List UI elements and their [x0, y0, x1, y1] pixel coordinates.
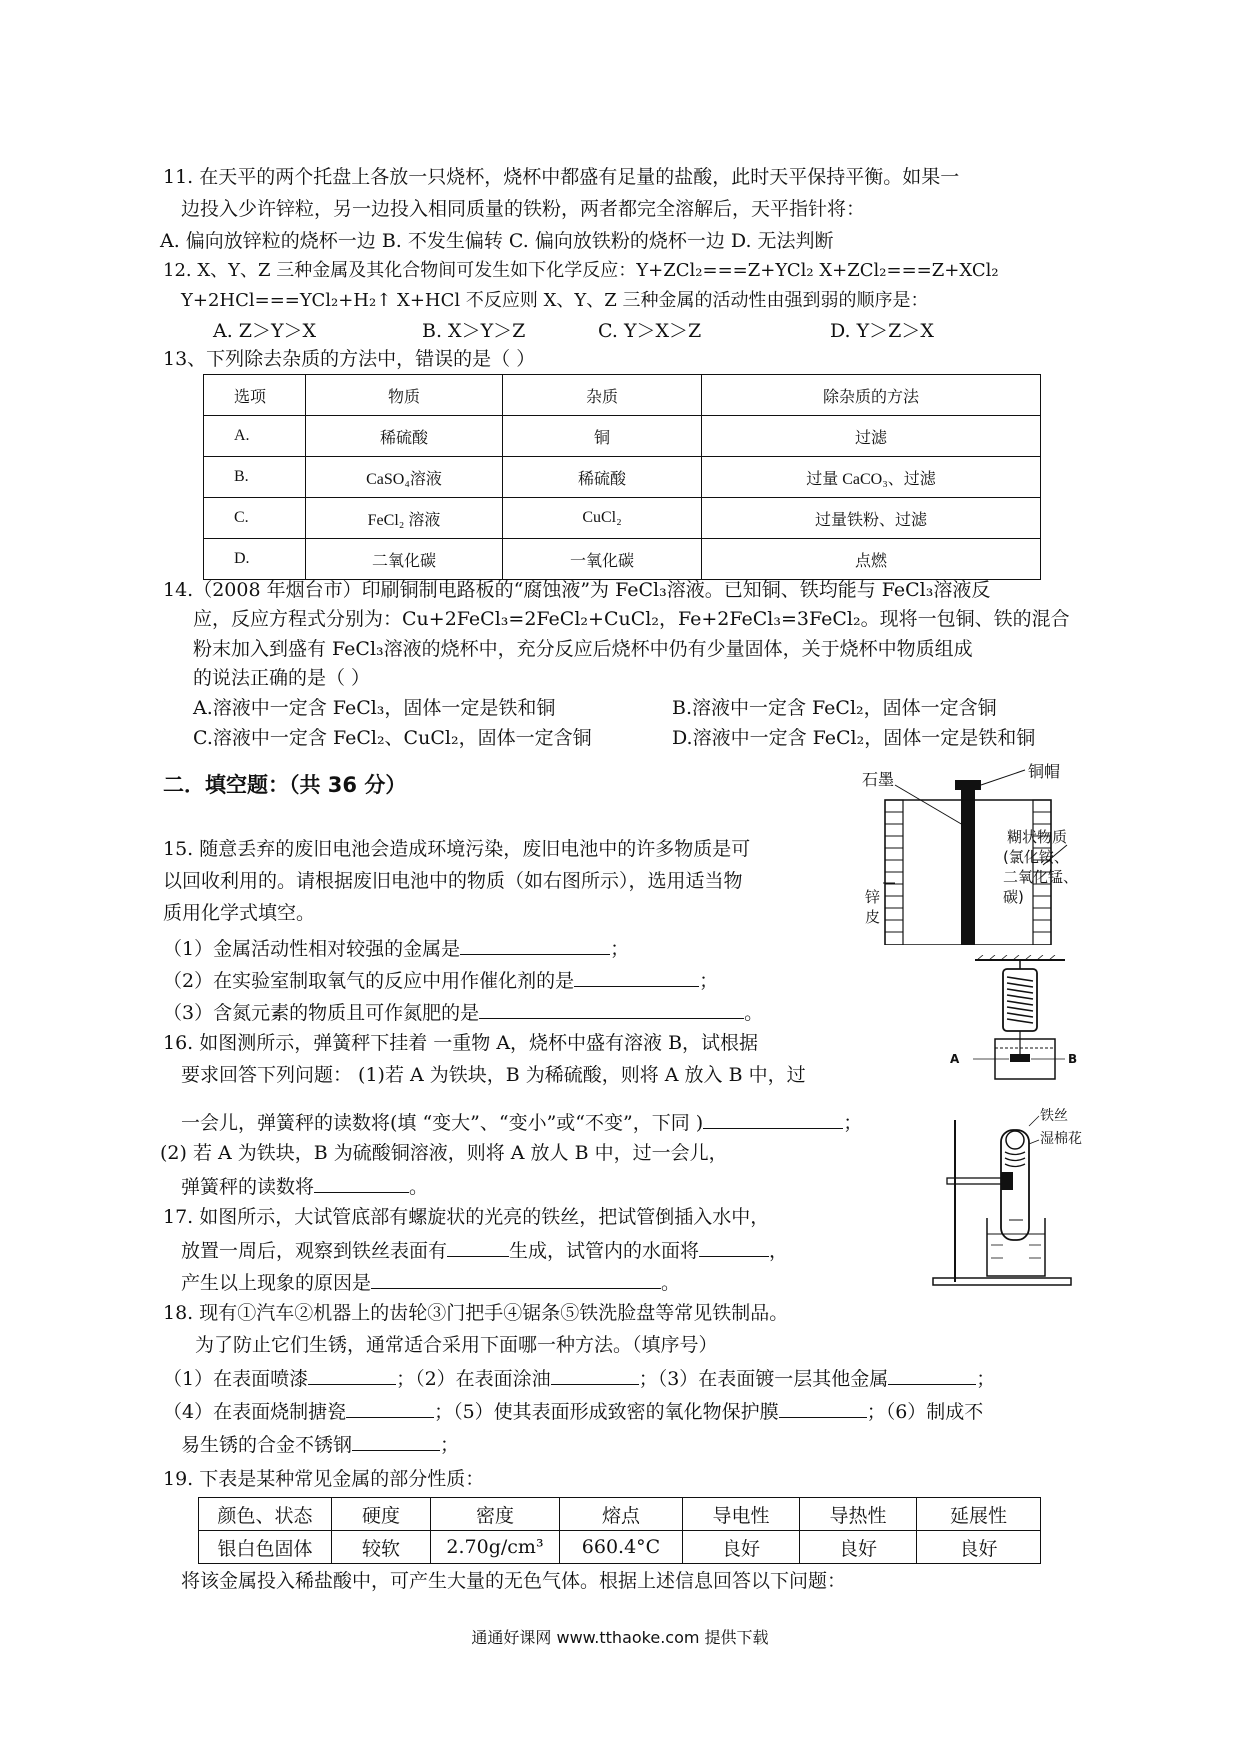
table-row: [204, 416, 1041, 457]
answer-blank[interactable]: [352, 1432, 440, 1451]
q12-line2: Y+2HCl===YCl₂+H₂↑ X+HCl 不反应则 X、Y、Z 三种金属的活动性由强到弱的顺序是：: [181, 290, 929, 311]
table-header: 颜色、状态: [199, 1498, 332, 1531]
table-cell: B.: [204, 457, 306, 498]
q16-line2: 要求回答下列问题： (1)若 A 为铁块，B 为稀硫酸，则将 A 放入 B 中，过: [181, 1064, 806, 1086]
table-header-row: [199, 1498, 1041, 1531]
q15-sub1: （1）金属活动性相对较强的金属是 ；: [163, 938, 630, 960]
section-title: 二．填空题：（共 36 分）: [163, 773, 407, 797]
label-copper-cap: 铜帽: [1028, 762, 1061, 781]
table-cell: A.: [204, 416, 306, 457]
q19-table: [198, 1497, 1041, 1564]
q14-line4: 的说法正确的是（ ）: [193, 667, 371, 689]
q17-line2: 放置一周后，观察到铁丝表面有 生成，试管内的水面将 ，: [181, 1240, 789, 1262]
table-header: 导电性: [683, 1498, 800, 1531]
table-header: 物质: [306, 375, 503, 416]
label-zinc-2: 皮: [865, 908, 881, 926]
answer-blank[interactable]: [779, 1399, 867, 1418]
answer-blank[interactable]: [460, 936, 610, 955]
table-header: 除杂质的方法: [702, 375, 1041, 416]
q15-sub3: （3）含氮元素的物质且可作氮肥的是 。: [163, 1002, 764, 1024]
label-paste: 糊状物质: [1007, 828, 1068, 846]
answer-blank[interactable]: [371, 1270, 661, 1289]
answer-blank[interactable]: [479, 1000, 744, 1019]
table-cell: FeCl₂ 溶液: [306, 498, 503, 539]
table-cell: 稀硫酸: [306, 416, 503, 457]
table-header: 导热性: [800, 1498, 917, 1531]
table-cell: C.: [204, 498, 306, 539]
label-paste-2: (氯化铵、: [1003, 848, 1069, 866]
table-cell: 良好: [683, 1531, 800, 1564]
spring-scale-figure: [955, 955, 1085, 1090]
q12-option-c: C. Y＞X＞Z: [598, 320, 702, 342]
label-iron-wire: 铁丝: [1040, 1108, 1068, 1124]
answer-blank[interactable]: [447, 1238, 509, 1257]
table-cell: CuCl₂: [503, 498, 702, 539]
q19-stem: 19. 下表是某种常见金属的部分性质：: [163, 1468, 485, 1490]
q14-option-a: A.溶液中一定含 FeCl₃，固体一定是铁和铜: [193, 697, 556, 719]
q16-line1: 16. 如图测所示，弹簧秤下挂着 一重物 A，烧杯中盛有溶液 B，试根据: [163, 1032, 759, 1054]
answer-blank[interactable]: [699, 1238, 769, 1257]
table-cell: 过滤: [702, 416, 1041, 457]
table-cell: 过量 CaCO₃、过滤: [702, 457, 1041, 498]
q14-line3: 粉末加入到盛有 FeCl₃溶液的烧杯中，充分反应后烧杯中仍有少量固体，关于烧杯中物质组成: [193, 638, 973, 660]
q12-option-b: B. X＞Y＞Z: [422, 320, 526, 342]
label-graphite: 石墨: [862, 770, 895, 789]
table-cell: 过量铁粉、过滤: [702, 498, 1041, 539]
table-row: [204, 457, 1041, 498]
q19-after: 将该金属投入稀盐酸中，可产生大量的无色气体。根据上述信息回答以下问题：: [181, 1570, 847, 1592]
table-cell: 660.4°C: [560, 1531, 683, 1564]
table-cell: 二氧化碳: [306, 539, 503, 580]
q16-line4: (2) 若 A 为铁块，B 为硫酸铜溶液，则将 A 放人 B 中，过一会儿，: [160, 1142, 728, 1164]
table-cell: 一氧化碳: [503, 539, 702, 580]
q18-line3: （1）在表面喷漆 ；（2）在表面涂油 ；（3）在表面镀一层其他金属 ；: [163, 1368, 996, 1390]
q14-line1: 14.（2008 年烟台市）印刷铜制电路板的“腐蚀液”为 FeCl₃溶液。已知铜、铁均能与 FeCl₃溶液反: [163, 579, 991, 601]
table-cell: 稀硫酸: [503, 457, 702, 498]
answer-blank[interactable]: [703, 1110, 843, 1129]
label-zinc: 锌: [865, 888, 881, 906]
q12-option-a: A. Z＞Y＞X: [213, 320, 317, 342]
table-row: [204, 539, 1041, 580]
q12-line1: 12. X、Y、Z 三种金属及其化合物间可发生如下化学反应：Y+ZCl₂===Z+YCl₂ X+ZCl₂===Z+XCl₂: [163, 260, 999, 281]
label-b: B: [1068, 1052, 1078, 1066]
table-cell: 点燃: [702, 539, 1041, 580]
label-wet-cotton: 湿棉花: [1040, 1131, 1082, 1147]
q14-line2: 应，反应方程式分别为：Cu+2FeCl₃=2FeCl₂+CuCl₂，Fe+2FeCl₃=3FeCl₂。现将一包铜、铁的混合: [193, 608, 1070, 630]
q13-stem: 13、下列除去杂质的方法中，错误的是（ ）: [163, 348, 536, 370]
q18-line2: 为了防止它们生锈，通常适合采用下面哪一种方法。（填序号）: [195, 1334, 718, 1356]
q11-options: A. 偏向放锌粒的烧杯一边 B. 不发生偏转 C. 偏向放铁粉的烧杯一边 D. 无法判断: [160, 230, 834, 252]
q16-line3: 一会儿，弹簧秤的读数将(填 “变大”、“变小”或“不变”，下同 ) ；: [181, 1112, 863, 1134]
answer-blank[interactable]: [346, 1399, 434, 1418]
q18-line1: 18. 现有①汽车②机器上的齿轮③门把手④锯条⑤铁洗脸盘等常见铁制品。: [163, 1302, 789, 1324]
q18-line5: 易生锈的合金不锈钢 ；: [181, 1434, 460, 1456]
label-a: A: [950, 1052, 960, 1066]
answer-blank[interactable]: [308, 1366, 396, 1385]
q15-line1: 15. 随意丢弃的废旧电池会造成环境污染，废旧电池中的许多物质是可: [163, 838, 751, 860]
q15-line2: 以回收利用的。请根据废旧电池中的物质（如右图所示），选用适当物: [163, 870, 743, 892]
table-header: 选项: [204, 375, 306, 416]
table-header: 延展性: [917, 1498, 1041, 1531]
q16-line5: 弹簧秤的读数将 。: [181, 1176, 429, 1198]
q11-line2: 边投入少许锌粒，另一边投入相同质量的铁粉，两者都完全溶解后，天平指针将：: [181, 198, 866, 220]
answer-blank[interactable]: [888, 1366, 976, 1385]
footer: 通通好课网 www.tthaoke.com 提供下载: [471, 1628, 769, 1647]
q14-option-d: D.溶液中一定含 FeCl₂，固体一定是铁和铜: [672, 727, 1036, 749]
q11-line1: 11. 在天平的两个托盘上各放一只烧杯，烧杯中都盛有足量的盐酸，此时天平保持平衡。如果一: [163, 166, 960, 188]
table-header: 硬度: [332, 1498, 431, 1531]
q14-option-c: C.溶液中一定含 FeCl₂、CuCl₂，固体一定含铜: [193, 727, 592, 749]
table-cell: 银白色固体: [199, 1531, 332, 1564]
table-cell: CaSO₄溶液: [306, 457, 503, 498]
table-cell: 铜: [503, 416, 702, 457]
q15-line3: 质用化学式填空。: [163, 902, 316, 924]
answer-blank[interactable]: [574, 968, 699, 987]
label-paste-4: 碳): [1003, 888, 1024, 906]
q17-line3: 产生以上现象的原因是 。: [181, 1272, 681, 1294]
answer-blank[interactable]: [314, 1174, 409, 1193]
label-paste-3: 二氧化锰、: [1003, 868, 1079, 886]
table-header-row: [204, 375, 1041, 416]
table-cell: 良好: [800, 1531, 917, 1564]
q13-table: [203, 374, 1041, 580]
table-header: 密度: [431, 1498, 560, 1531]
q18-line4: （4）在表面烧制搪瓷 ；（5）使其表面形成致密的氧化物保护膜 ；（6）制成不: [163, 1401, 984, 1423]
table-cell: 较软: [332, 1531, 431, 1564]
table-cell: D.: [204, 539, 306, 580]
q12-option-d: D. Y＞Z＞X: [830, 320, 934, 342]
table-row: [204, 498, 1041, 539]
table-header: 杂质: [503, 375, 702, 416]
q15-sub2: （2）在实验室制取氧气的反应中用作催化剂的是 ；: [163, 970, 719, 992]
table-row: [199, 1531, 1041, 1564]
table-header: 熔点: [560, 1498, 683, 1531]
answer-blank[interactable]: [551, 1366, 639, 1385]
q17-line1: 17. 如图所示，大试管底部有螺旋状的光亮的铁丝，把试管倒插入水中，: [163, 1206, 770, 1228]
q14-option-b: B.溶液中一定含 FeCl₂，固体一定含铜: [672, 697, 997, 719]
table-cell: 良好: [917, 1531, 1041, 1564]
table-cell: 2.70g/cm³: [431, 1531, 560, 1564]
